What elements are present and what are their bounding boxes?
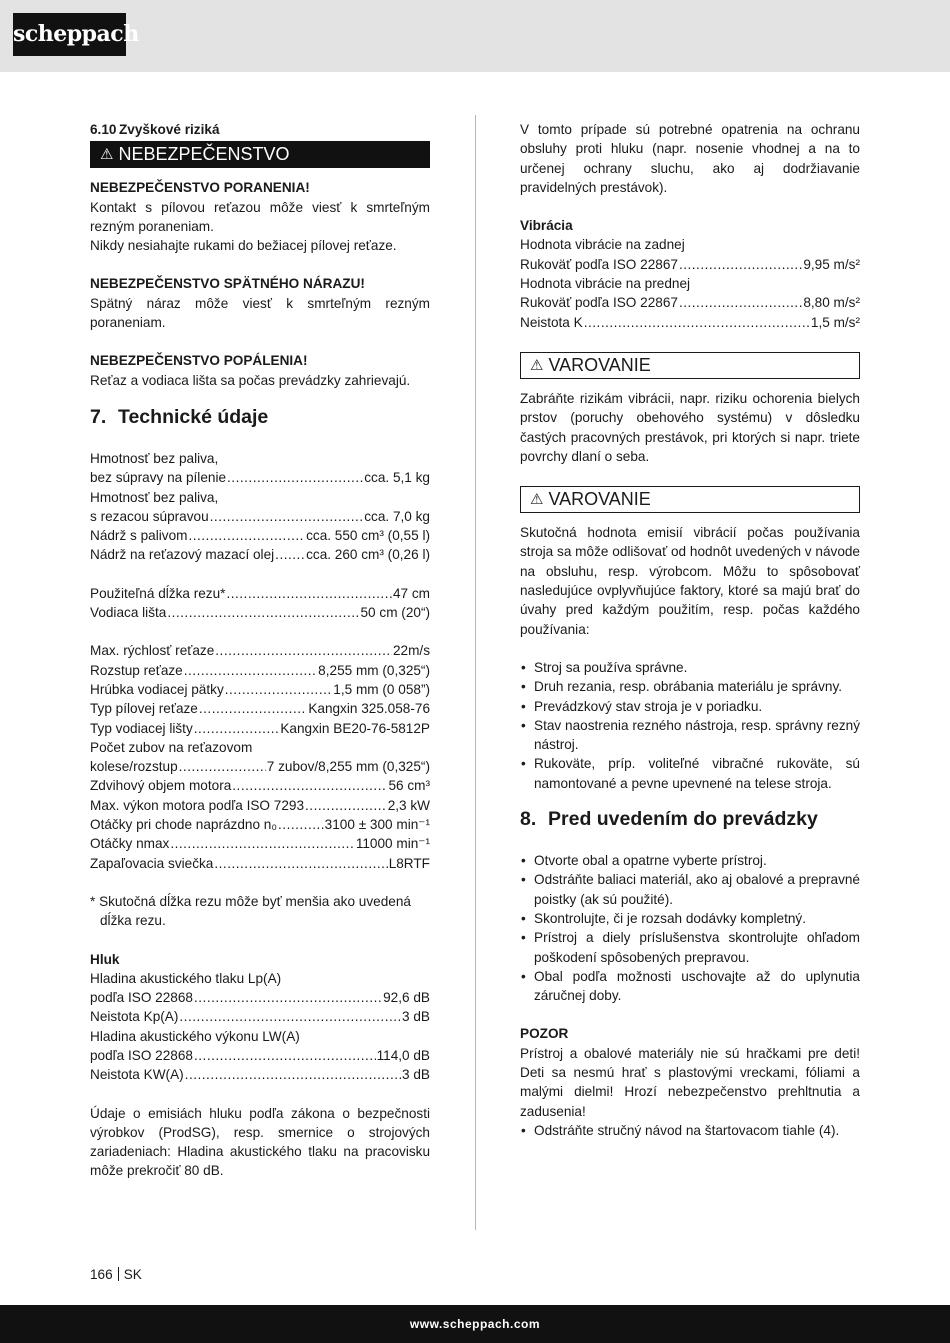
section-7-heading: 7. Technické údaje xyxy=(90,405,269,428)
footer-bar xyxy=(0,1305,950,1343)
injury-text-2: Nikdy nesiahajte rukami do bežiacej pílovej reťaze. xyxy=(90,238,397,254)
list-item: • Skontrolujte, či je rozsah dodávky kompletný. xyxy=(520,909,860,928)
spec-row: kolese/rozstup ..... 7 zubov/8,255 mm (0,325“) xyxy=(90,757,430,776)
weight1-line1: Hmotnosť bez paliva, xyxy=(90,450,219,466)
spec-row: Otáčky pri chode naprázdno n₀ ..... 3100 ± 300 min⁻¹ xyxy=(90,815,430,834)
spec-row: podľa ISO 22868 ..... 114,0 dB xyxy=(90,1046,430,1065)
spec-row: Rozstup reťaze ..... 8,255 mm (0,325“) xyxy=(90,661,430,680)
spec-row: Max. rýchlosť reťaze ..... 22m/s xyxy=(90,641,430,660)
list-item: • Druh rezania, resp. obrábania materiálu je správny. xyxy=(520,677,860,696)
spec-row: Použiteľná dĺžka rezu* ..... 47 cm xyxy=(90,584,430,603)
spec-row: Neistota KW(A) ..... 3 dB xyxy=(90,1065,430,1084)
spec-row: Typ pílovej reťaze ..... Kangxin 325.058-76 xyxy=(90,699,430,718)
caution-title: POZOR xyxy=(520,1026,569,1042)
warning1-text: Zabráňte rizikám vibrácii, napr. riziku ochorenia bielych prstov (poruchy obehového systému) v dôsledku častých pracovných prestávok, pri ktorých si napr. triete povrchy dlaní o seba. xyxy=(520,390,860,464)
injury-text: Kontakt s pílovou reťazou môže viesť k smrteľným rezným poraneniam. xyxy=(90,199,430,234)
spec-row: Nádrž s palivom ..... cca. 550 cm³ (0,55 l) xyxy=(90,526,430,545)
warning-triangle-icon: ⚠ xyxy=(530,356,544,374)
caution-list xyxy=(520,1121,860,1140)
footnote: * Skutočná dĺžka rezu môže byť menšia ako uvedená dĺžka rezu. xyxy=(90,893,411,929)
noise-title: Hluk xyxy=(90,951,120,967)
column-divider xyxy=(475,115,476,1230)
caution-text: Prístroj a obalové materiály nie sú hračkami pre deti! Deti sa nesmú hrať s plastovými vreckami, fóliami a malými dielmi! Hrozí nebezpečenstvo prehltnutia a zadusenia! xyxy=(520,1045,860,1119)
burn-text: Reťaz a vodiaca lišta sa počas prevádzky zahrievajú. xyxy=(90,372,411,388)
scheppach-logo: scheppach xyxy=(13,13,126,56)
spec-row: Max. výkon motora podľa ISO 7293 ..... 2,3 kW xyxy=(90,796,430,815)
spec-row: Neistota Kp(A) ..... 3 dB xyxy=(90,1007,430,1026)
spec-row: Rukoväť podľa ISO 22867 ..... 9,95 m/s² xyxy=(520,255,860,274)
list-item: • Odstráňte baliaci materiál, ako aj obalové a prepravné poistky (ak sú použité). xyxy=(520,870,860,909)
noise-power-line1: Hladina akustického výkonu LW(A) xyxy=(90,1028,300,1044)
vibration-front-line1: Hodnota vibrácie na prednej xyxy=(520,276,691,292)
factor-list xyxy=(520,658,860,793)
spec-row: Vodiaca lišta ..... 50 cm (20“) xyxy=(90,603,430,622)
header-bar xyxy=(0,0,950,72)
injury-title: NEBEZPEČENSTVO PORANENIA! xyxy=(90,180,310,196)
list-item: • Obal podľa možnosti uschovajte až do uplynutia záručnej doby. xyxy=(520,967,860,1006)
warning-triangle-icon: ⚠ xyxy=(530,491,544,509)
spec-row: bez súpravy na pílenie ..... cca. 5,1 kg xyxy=(90,468,430,487)
vibration-rear-line1: Hodnota vibrácie na zadnej xyxy=(520,237,685,253)
kickback-text: Spätný náraz môže viesť k smrteľným rezným poraneniam. xyxy=(90,295,430,331)
spec-row: podľa ISO 22868 ..... 92,6 dB xyxy=(90,988,430,1007)
list-item: • Odstráňte stručný návod na štartovacom tiahle (4). xyxy=(520,1121,860,1140)
spec-row: Otáčky nmax ..... 11000 min⁻¹ xyxy=(90,834,430,853)
weight2-line1: Hmotnosť bez paliva, xyxy=(90,489,219,505)
list-item: • Prevádzkový stav stroja je v poriadku. xyxy=(520,697,860,716)
list-item: • Stroj sa používa správne. xyxy=(520,658,860,677)
vibration-title: Vibrácia xyxy=(520,218,573,234)
page-number: 166 SK xyxy=(90,1267,142,1282)
right-column xyxy=(520,120,860,1140)
language-code: SK xyxy=(123,1267,142,1282)
emission-text: Údaje o emisiách hluku podľa zákona o bezpečnosti výrobkov (ProdSG), resp. smernice o strojových zariadeniach: Hladina akustického tlaku na pracovisku môže prekročiť 80 dB. xyxy=(90,1105,430,1179)
spec-row: Nádrž na reťazový mazací olej ..... cca. 260 cm³ (0,26 l) xyxy=(90,545,430,564)
burn-title: NEBEZPEČENSTVO POPÁLENIA! xyxy=(90,353,308,369)
warning2-text: Skutočná hodnota emisií vibrácií počas používania stroja sa môže odlišovať od hodnôt uvedených v návode na obsluhu, resp. výrobcom. Môžu to spôsobovať nasledujúce ovplyvňujúce faktory, ktoré sa majú brať do úvahy pred každým použitím, resp. počas každého používania: xyxy=(520,525,860,637)
spec-row: Zapaľovacia sviečka ..... L8RTF xyxy=(90,854,430,873)
website-link[interactable]: www.scheppach.com xyxy=(409,1317,540,1331)
list-item: • Prístroj a diely príslušenstva skontrolujte ohľadom poškodení spôsobených prepravou. xyxy=(520,928,860,967)
spec-row: Hrúbka vodiacej pätky ..... 1,5 mm (0 058”) xyxy=(90,680,430,699)
steps-list xyxy=(520,851,860,1005)
spec-row: Zdvihový objem motora ..... 56 cm³ xyxy=(90,776,430,795)
left-column xyxy=(90,120,430,1181)
list-item: • Otvorte obal a opatrne vyberte prístroj. xyxy=(520,851,860,870)
teeth-line1: Počet zubov na reťazovom xyxy=(90,739,253,755)
spec-row: Rukoväť podľa ISO 22867 ..... 8,80 m/s² xyxy=(520,293,860,312)
list-item: • Rukoväte, príp. voliteľné vibračné rukoväte, sú namontované a pevne upevnené na telese stroja. xyxy=(520,754,860,793)
warning-banner-1: ⚠ VAROVANIE xyxy=(520,352,860,379)
warning-triangle-icon: ⚠ xyxy=(100,146,114,164)
danger-banner: ⚠ NEBEZPEČENSTVO xyxy=(90,141,430,168)
list-item: • Stav naostrenia rezného nástroja, resp. správny rezný nástroj. xyxy=(520,716,860,755)
warning-banner-2: ⚠ VAROVANIE xyxy=(520,486,860,513)
page-separator xyxy=(118,1267,119,1281)
section-8-heading: 8. Pred uvedením do prevádzky xyxy=(520,808,818,831)
spec-row: s rezacou súpravou ..... cca. 7,0 kg xyxy=(90,507,430,526)
section-6-10-heading: 6.10 Zvyškové riziká xyxy=(90,122,220,137)
intro-text: V tomto prípade sú potrebné opatrenia na ochranu obsluhy proti hluku (napr. nosenie vhodnej a na to určenej ochrany sluchu, ako aj dodržiavanie pravidelných prestávok). xyxy=(520,122,860,195)
kickback-title: NEBEZPEČENSTVO SPÄTNÉHO NÁRAZU! xyxy=(90,276,365,292)
noise-pressure-line1: Hladina akustického tlaku Lp(A) xyxy=(90,970,282,986)
spec-row: Typ vodiacej lišty ..... Kangxin BE20-76-5812P xyxy=(90,719,430,738)
spec-row: Neistota K ..... 1,5 m/s² xyxy=(520,313,860,332)
